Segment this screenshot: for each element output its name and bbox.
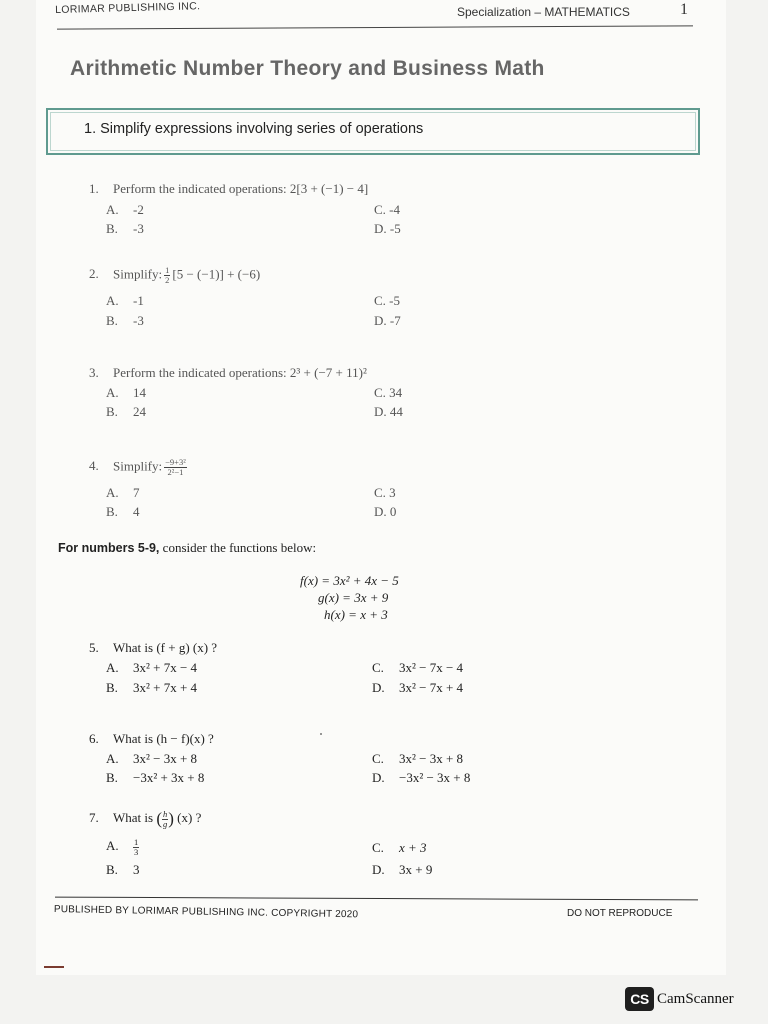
question-1 [89,181,368,197]
page-number: 1 [680,1,688,18]
q3-option-a: A. 14 [106,385,146,400]
specialization-header: Specialization – MATHEMATICS [457,5,630,19]
q3-option-d: D. 44 [374,404,403,419]
footer-notice: DO NOT REPRODUCE [567,908,673,919]
q5-option-c: C. 3x² − 7x − 4 [372,660,464,675]
q7-option-c: C. x + 3 [372,840,427,855]
question-number: 1. [89,181,99,196]
q1-option-b: B. -3 [106,221,144,236]
camscanner-text: CamScanner [657,990,734,1007]
q2-option-c: C. -5 [374,293,400,308]
edge-mark [44,966,64,968]
q7-option-d: D. 3x + 9 [372,862,433,877]
q3-option-c: C. 34 [374,385,403,400]
q4-option-d: D. 0 [374,504,397,519]
camscanner-logo-icon: CS [625,987,654,1011]
footer-copyright: PUBLISHED BY LORIMAR PUBLISHING INC. COPYRIGHT 2020 [53,904,359,921]
q2-option-a: A. -1 [106,293,144,308]
q2-option-b: B. -3 [106,313,144,328]
q7-option-b: B. 3 [106,862,140,877]
q5-option-a: A. 3x² + 7x − 4 [106,660,198,675]
question-5: 5. What is (f + g) (x) ? [89,640,218,655]
fraction: $\frac{\text{−9+3²}}{\text{2²−1}}$ [165,457,186,477]
fraction: $\frac{h}{g}$ [163,808,168,829]
question-7: 7. What is ( $\frac{h}{g}$ ) (x) ? [89,808,202,829]
q1-option-a: A. -2 [106,202,144,217]
q2-option-d: D. -7 [374,313,401,328]
function-h: h(x) = x + 3 [324,607,388,622]
question-2: 2. Simplify: $\frac{1}{2}$ [5 − (−1)] + (−6) [89,265,261,285]
q1-option-c: C. -4 [374,202,400,217]
fraction: $\frac{1}{3}$ [134,837,139,857]
q5-option-d: D. 3x² − 7x + 4 [372,680,464,695]
fraction: $\frac{1}{2}$ [165,265,170,285]
q3-option-b: B. 24 [106,404,146,419]
q6-option-d: D. −3x² − 3x + 8 [372,770,471,785]
function-g: g(x) = 3x + 9 [318,590,389,605]
q4-option-c: C. 3 [374,485,396,500]
q4-option-b: B. 4 [106,504,140,519]
q6-option-b: B. −3x² + 3x + 8 [106,770,205,785]
page-title: Arithmetic Number Theory and Business Math [70,57,545,80]
topic-box [46,108,700,155]
q5-option-b: B. 3x² + 7x + 4 [106,680,198,695]
section-lead: For numbers 5-9, consider the functions below: [58,540,317,555]
speck [320,733,322,735]
question-text: Perform the indicated operations: 2[3 + (−1) − 4] [113,181,369,196]
q7-option-a: A. $\frac{1}{3}$ [106,837,139,857]
q6-option-c: C. 3x² − 3x + 8 [372,751,464,766]
topic-heading: 1. Simplify expressions involving series of operations [84,121,424,137]
q1-option-d: D. -5 [374,221,401,236]
q4-option-a: A. 7 [106,485,140,500]
camscanner-watermark [625,987,734,1011]
question-3: 3. Perform the indicated operations: 2³ + (−7 + 11)² [89,365,367,380]
q6-option-a: A. 3x² − 3x + 8 [106,751,198,766]
question-4: 4. Simplify: $\frac{\text{−9+3²}}{\text{2²−1}}$ [89,457,186,477]
question-6: 6. What is (h − f)(x) ? [89,731,214,746]
function-f: f(x) = 3x² + 4x − 5 [300,573,399,588]
publisher-header: LORIMAR PUBLISHING INC. [55,0,201,16]
